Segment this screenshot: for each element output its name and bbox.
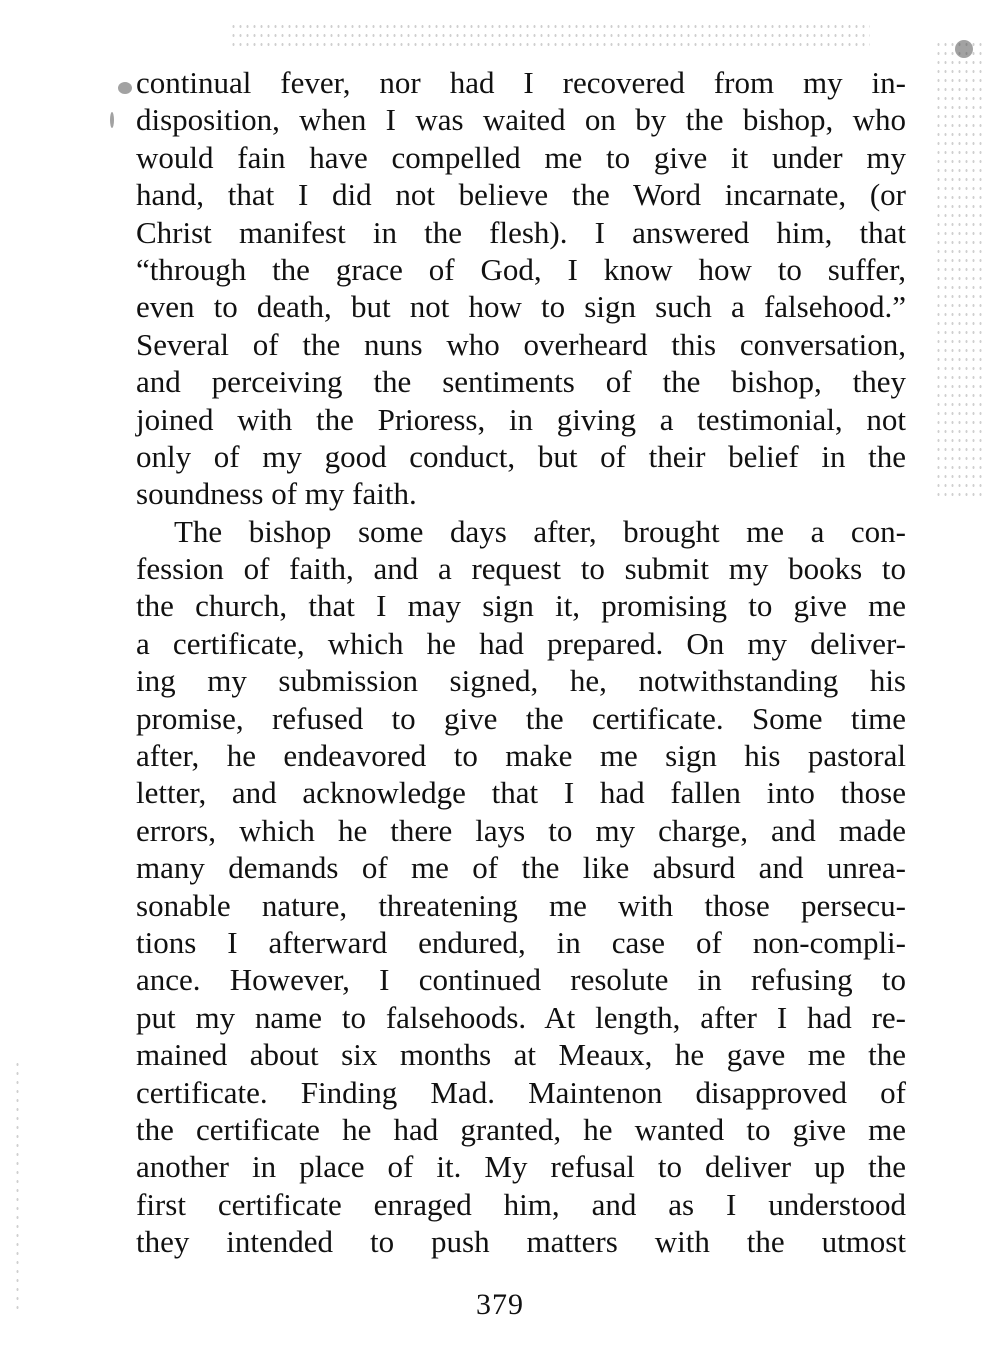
text-line: disposition, when I was waited on by the bishop, who — [136, 102, 906, 138]
text-line: soundness of my faith. — [136, 476, 417, 512]
text-line: mained about six months at Meaux, he gave me the — [136, 1037, 906, 1073]
text-line: “through the grace of God, I know how to suffer, — [136, 251, 906, 287]
ink-blot — [118, 82, 132, 94]
text-line: Christ manifest in the flesh). I answered him, that — [136, 214, 906, 250]
text-line: the certificate he had granted, he wanted to give me — [136, 1111, 906, 1147]
ink-blot — [110, 112, 114, 128]
text-line: Several of the nuns who overheard this conversation, — [136, 326, 906, 362]
page-number: 379 — [476, 1288, 524, 1321]
text-line: tions I afterward endured, in case of non-compli- — [136, 924, 906, 960]
text-line: promise, refused to give the certificate. Some time — [136, 700, 906, 736]
text-line: fession of faith, and a request to submit my books to — [136, 551, 906, 587]
text-line: certificate. Finding Mad. Maintenon disapproved of — [136, 1074, 906, 1110]
text-line: errors, which he there lays to my charge, and made — [136, 812, 906, 848]
text-line: the church, that I may sign it, promising to give me — [136, 588, 906, 624]
ink-blot — [955, 40, 973, 58]
text-line: letter, and acknowledge that I had fallen into those — [136, 775, 906, 811]
text-line: only of my good conduct, but of their belief in the — [136, 438, 906, 474]
scan-noise-left — [14, 1060, 22, 1310]
text-line: another in place of it. My refusal to deliver up the — [136, 1149, 906, 1185]
text-line: a certificate, which he had prepared. On my deliver- — [136, 625, 906, 661]
text-line: even to death, but not how to sign such a falsehood.” — [136, 289, 906, 325]
scan-noise-top — [230, 22, 870, 52]
text-line: would fain have compelled me to give it under my — [136, 139, 906, 175]
text-line: they intended to push matters with the utmost — [136, 1224, 906, 1260]
text-line: many demands of me of the like absurd and unrea- — [136, 850, 906, 886]
text-line: continual fever, nor had I recovered from my in- — [136, 65, 906, 100]
scan-noise-right — [935, 40, 985, 500]
text-line: sonable nature, threatening me with those persecu- — [136, 887, 906, 923]
text-line: and perceiving the sentiments of the bishop, they — [136, 364, 906, 400]
text-line: after, he endeavored to make me sign his pastoral — [136, 738, 906, 774]
text-line: joined with the Prioress, in giving a testimonial, not — [136, 401, 906, 437]
text-line: The bishop some days after, brought me a con- — [174, 513, 906, 549]
text-line: first certificate enraged him, and as I understood — [136, 1186, 906, 1222]
text-line: ing my submission signed, he, notwithstanding his — [136, 663, 906, 699]
text-line: put my name to falsehoods. At length, after I had re- — [136, 999, 906, 1035]
text-line: ance. However, I continued resolute in refusing to — [136, 962, 906, 998]
body-text — [136, 64, 906, 1261]
text-line: hand, that I did not believe the Word incarnate, (or — [136, 177, 906, 213]
